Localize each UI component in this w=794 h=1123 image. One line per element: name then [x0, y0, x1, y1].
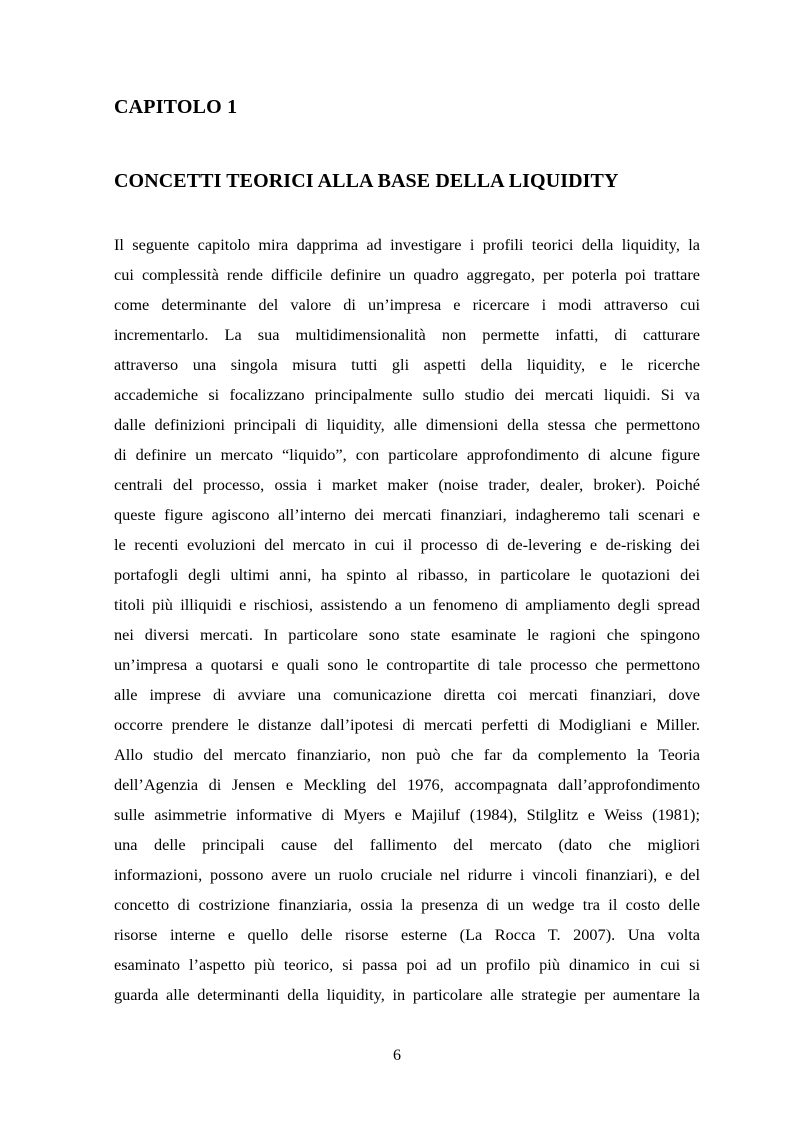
paragraph-line: di definire un mercato “liquido”, con particolare approfondimento di alcune figure: [114, 445, 700, 464]
paragraph-line: Il seguente capitolo mira dapprima ad investigare i profili teorici della liquidity, la: [114, 235, 700, 254]
paragraph-line: le recenti evoluzioni del mercato in cui il processo di de-levering e de-risking dei: [114, 535, 700, 554]
paragraph-line: accademiche si focalizzano principalmente sullo studio dei mercati liquidi. Si va: [114, 385, 700, 404]
body-paragraph: [114, 230, 700, 1010]
paragraph-line: un’impresa a quotarsi e quali sono le contropartite di tale processo che permettono: [114, 655, 700, 674]
paragraph-line: incrementarlo. La sua multidimensionalità non permette infatti, di catturare: [114, 325, 700, 344]
paragraph-line: informazioni, possono avere un ruolo cruciale nel ridurre i vincoli finanziari), e del: [114, 865, 700, 884]
paragraph-line: alle imprese di avviare una comunicazione diretta coi mercati finanziari, dove: [114, 685, 700, 704]
paragraph-line: portafogli degli ultimi anni, ha spinto al ribasso, in particolare le quotazioni dei: [114, 565, 700, 584]
paragraph-line: cui complessità rende difficile definire un quadro aggregato, per poterla poi trattare: [114, 265, 700, 284]
paragraph-line: centrali del processo, ossia i market maker (noise trader, dealer, broker). Poiché: [114, 475, 700, 494]
paragraph-line: dalle definizioni principali di liquidity, alle dimensioni della stessa che permettono: [114, 415, 700, 434]
paragraph-line: concetto di costrizione finanziaria, ossia la presenza di un wedge tra il costo delle: [114, 895, 700, 914]
paragraph-line: queste figure agiscono all’interno dei mercati finanziari, indagheremo tali scenari e: [114, 505, 700, 524]
chapter-title-heading: CONCETTI TEORICI ALLA BASE DELLA LIQUIDITY: [114, 170, 619, 192]
page-number: 6: [393, 1047, 401, 1064]
paragraph-line: titoli più illiquidi e rischiosi, assistendo a un fenomeno di ampliamento degli spread: [114, 595, 700, 614]
paragraph-line: attraverso una singola misura tutti gli aspetti della liquidity, e le ricerche: [114, 355, 700, 374]
paragraph-line: risorse interne e quello delle risorse esterne (La Rocca T. 2007). Una volta: [114, 925, 700, 944]
chapter-number-heading: CAPITOLO 1: [114, 96, 238, 118]
paragraph-line: come determinante del valore di un’impresa e ricercare i modi attraverso cui: [114, 295, 700, 314]
paragraph-line: guarda alle determinanti della liquidity, in particolare alle strategie per aumentare la: [114, 985, 700, 1004]
paragraph-line: una delle principali cause del fallimento del mercato (dato che migliori: [114, 835, 700, 854]
paragraph-line: esaminato l’aspetto più teorico, si passa poi ad un profilo più dinamico in cui si: [114, 955, 700, 974]
paragraph-line: Allo studio del mercato finanziario, non può che far da complemento la Teoria: [114, 745, 700, 764]
paragraph-line: dell’Agenzia di Jensen e Meckling del 1976, accompagnata dall’approfondimento: [114, 775, 700, 794]
paragraph-line: occorre prendere le distanze dall’ipotesi di mercati perfetti di Modigliani e Miller.: [114, 715, 700, 734]
paragraph-line: sulle asimmetrie informative di Myers e Majiluf (1984), Stilglitz e Weiss (1981);: [114, 805, 700, 824]
paragraph-line: nei diversi mercati. In particolare sono state esaminate le ragioni che spingono: [114, 625, 700, 644]
